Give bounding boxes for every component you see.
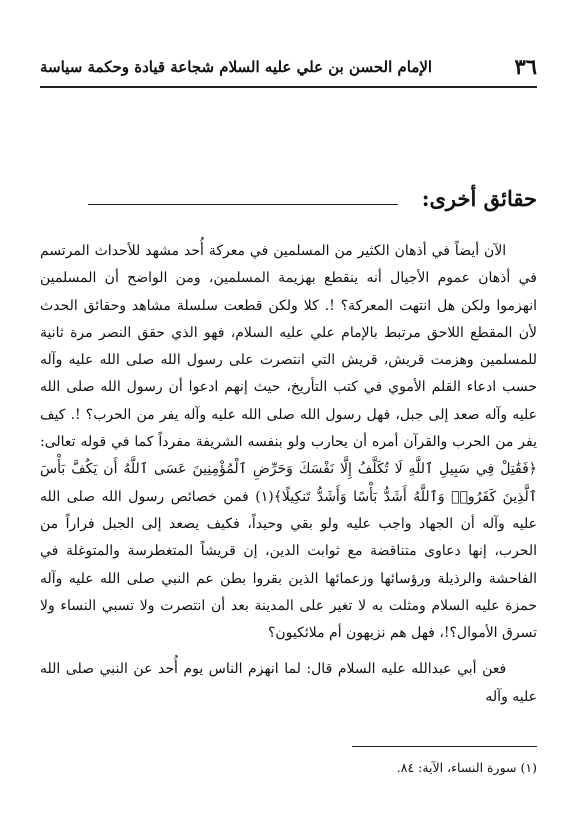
- running-title: الإمام الحسن بن علي عليه السلام شجاعة قيادة وحكمة سياسة: [40, 58, 433, 76]
- paragraph-1: الآن أيضاً في أذهان الكثير من المسلمين في معركة أُحد مشهد للأحداث المرتسم في أذهان عموم الأجيال أنه ينقطع بهزيمة المسلمين، ومن الواضح أن المسلمين انهزموا ولكن هل انتهت المعركة؟ !. كلا ولكن قطعت سلسلة مشاهد وحقائق الحدث لأن المقطع اللاحق مرتبط بالإمام علي عليه السلام، فهو الذي حقق النصر مرة ثانية للمسلمين وهزمت قريش، قريش التي انتصرت على رسول الله صلى الله عليه وآله حسب ادعاء القلم الأموي في كتب التأريخ، حيث إنهم ادعوا أن رسول الله صلى الله عليه وآله صعد إلى جبل، فهل رسول الله صلى الله عليه وآله يفر من الحرب؟ !. كيف يفر من الحرب والقرآن أمره أن يحارب ولو بنفسه الشريفة مفرداً كما في قوله تعالى: ﴿فَقَٰتِلْ فِي سَبِيلِ ٱللَّهِ لَا تُكَلَّفُ إِلَّا نَفْسَكَ وَحَرِّضِ ٱلْمُؤْمِنِينَ عَسَى ٱللَّهُ أَن يَكُفَّ بَأْسَ ٱلَّذِينَ كَفَرُوا۟ وَٱللَّهُ أَشَدُّ بَأْسًا وَأَشَدُّ تَنكِيلًا﴾(١) فمن خصائص رسول الله صلى الله عليه وآله أن الجهاد واجب عليه ولو بقي وحيداً، فكيف يصعد إلى الجبل فراراً من الحرب، إنها دعاوى متناقضة مع ثوابت الدين، إن قريشاً المتغطرسة والمتوغلة في الفاحشة والرذيلة ورؤسائها وزعمائها الذين بقروا بطن عم النبي صلى الله عليه وآله حمزة عليه السلام ومثلت به لا تغير على المدينة بعد أن انتصرت ولا تسبي النساء ولا تسرق الأموال؟!، فهل هم نزيهون أم ملائكيون؟: [40, 243, 537, 642]
- section-heading-text: حقائق أخرى:: [421, 186, 537, 211]
- heading-underline: [88, 204, 398, 205]
- footnote-divider: [352, 746, 537, 747]
- footnote: (١) سورة النساء، الآية: ٨٤.: [396, 760, 537, 775]
- header-divider: [40, 86, 537, 88]
- page-header: [40, 52, 537, 82]
- paragraph-2: فعن أبي عبدالله عليه السلام قال: لما انهزم الناس يوم أُحد عن النبي صلى الله عليه وآله: [40, 661, 537, 705]
- page-number: ٣٦: [514, 54, 537, 79]
- body-text: [40, 238, 537, 711]
- section-heading: [88, 182, 537, 216]
